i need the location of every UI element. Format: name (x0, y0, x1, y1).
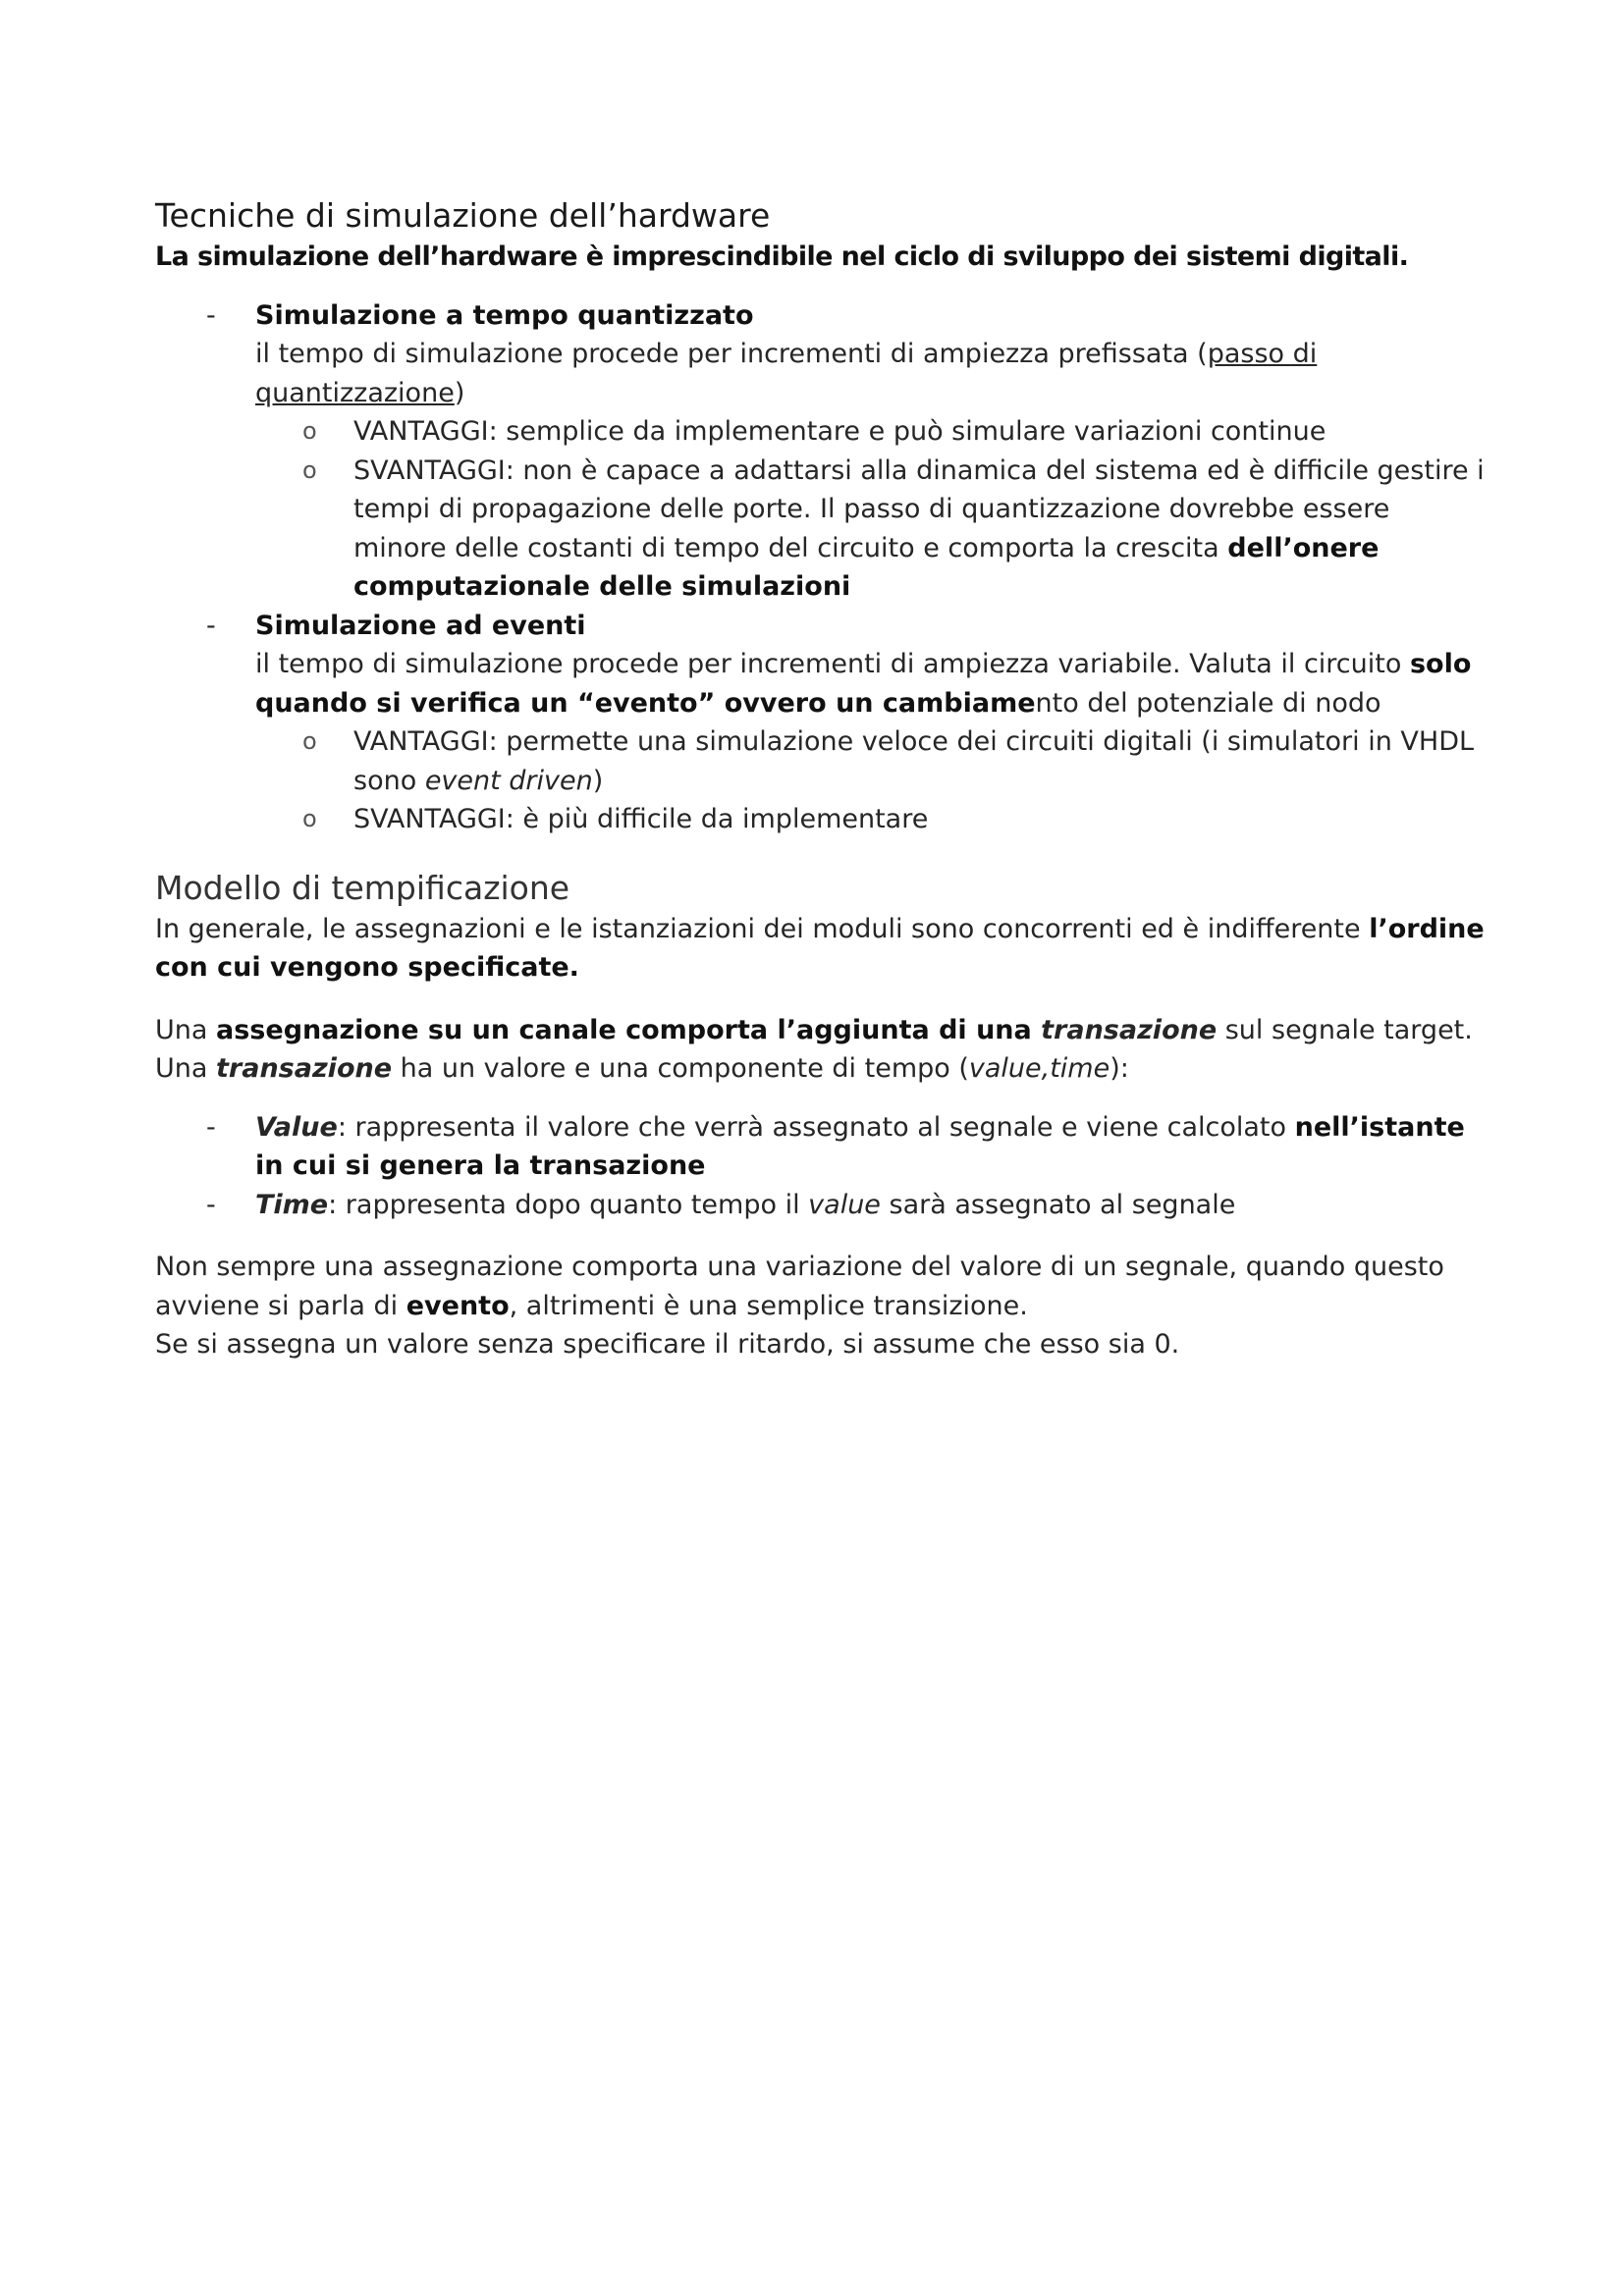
document-body (155, 194, 1490, 1364)
sublist-text: VANTAGGI: semplice da implementare e può simulare variazioni continue (353, 416, 1326, 447)
item-description (255, 335, 1490, 412)
sublist (255, 412, 1490, 607)
para-text: sul segnale target. (1217, 1014, 1473, 1045)
bold-italic-term: transazione (216, 1053, 393, 1084)
desc-bold-text: solo quando si verifica un “evento” ovvero un cambiame (255, 649, 1472, 719)
circle-marker: o (302, 417, 317, 445)
circle-marker: o (302, 455, 317, 484)
circle-marker: o (302, 727, 317, 755)
para-text: Non sempre una assegnazione comporta una variazione del valore di un segnale, quando questo avviene si parla di (155, 1252, 1444, 1321)
page-title: Tecniche di simulazione dell’hardware (155, 196, 771, 235)
desc-text-end: nto del potenziale di nodo (1035, 687, 1381, 719)
sublist-bold-text: dell’onere computazionale delle simulazioni (353, 532, 1380, 602)
para-text: Una (155, 1053, 217, 1084)
sublist-item (255, 800, 1490, 839)
circle-marker: o (302, 805, 317, 832)
item-description (255, 645, 1490, 722)
bold-italic-term: transazione (1041, 1014, 1218, 1045)
section-paragraph-3 (155, 1248, 1490, 1364)
sublist-item (255, 452, 1490, 607)
list-item-quantized (155, 296, 1490, 607)
sublist-text: SVANTAGGI: non è capace a adattarsi alla dinamica del sistema ed è difficile gestire i tempi di propagazione delle porte. Il passo di quantizzazione dovrebbe essere minore delle costanti di tempo del circuito e comporta la crescita (353, 454, 1485, 563)
sublist (255, 722, 1490, 839)
desc-text: il tempo di simulazione procede per incrementi di ampiezza variabile. Valuta il circuito (255, 649, 1410, 679)
dash-marker: - (206, 299, 216, 331)
transaction-list (155, 1108, 1490, 1225)
para-text: , altrimenti è una semplice transizione. (509, 1290, 1028, 1321)
sublist-text: VANTAGGI: permette una simulazione veloce dei circuiti digitali (i simulatori in VHDL sono (353, 726, 1475, 796)
sublist-item (255, 722, 1490, 800)
italic-term: value,time (968, 1053, 1110, 1084)
para-text: ha un valore e una componente di tempo ( (392, 1053, 969, 1084)
para-bold-text: evento (406, 1290, 510, 1321)
dash-marker: - (206, 1189, 216, 1220)
sublist-text-end: ) (592, 765, 604, 796)
list-item-time (155, 1186, 1490, 1225)
sublist-text: SVANTAGGI: è più difficile da implementare (353, 804, 929, 834)
simulation-types-list (155, 296, 1490, 839)
item-bold-text: nell’istante in cui si genera la transazione (255, 1111, 1465, 1181)
section-title: Modello di tempificazione (155, 868, 570, 907)
intro-paragraph: La simulazione dell’hardware è imprescindibile nel ciclo di sviluppo dei sistemi digitali. (155, 241, 1409, 272)
sublist-item (255, 412, 1490, 452)
desc-text-end: ) (454, 377, 465, 408)
para-text: Se si assegna un valore senza specificare il ritardo, si assume che esso sia 0. (155, 1329, 1180, 1360)
italic-term: value (808, 1189, 881, 1220)
dash-marker: - (206, 610, 216, 641)
section-paragraph-1 (155, 910, 1490, 988)
para-text: In generale, le assegnazioni e le istanziazioni dei moduli sono concorrenti ed è indifferente (155, 913, 1370, 944)
desc-text: il tempo di simulazione procede per incrementi di ampiezza prefissata ( (255, 339, 1208, 369)
item-text: : rappresenta dopo quanto tempo il (328, 1189, 809, 1220)
list-item-events (155, 607, 1490, 839)
para-bold-text: l’ordine con cui vengono specificate. (155, 913, 1485, 983)
para-bold-text: assegnazione su un canale comporta l’aggiunta di una (216, 1014, 1042, 1045)
dash-marker: - (206, 1111, 216, 1143)
section-paragraph-2 (155, 1011, 1490, 1089)
bold-italic-term: Value (255, 1111, 338, 1143)
para-text: ): (1110, 1053, 1129, 1084)
para-text: Una (155, 1014, 217, 1045)
italic-term: event driven (424, 765, 593, 796)
item-text-end: sarà assegnato al segnale (880, 1189, 1236, 1220)
item-heading: Simulazione a tempo quantizzato (255, 299, 754, 331)
underlined-term: passo di quantizzazione (255, 339, 1318, 408)
item-text: : rappresenta il valore che verrà assegnato al segnale e viene calcolato (337, 1111, 1295, 1143)
bold-italic-term: Time (255, 1189, 329, 1220)
list-item-value (155, 1108, 1490, 1186)
item-heading: Simulazione ad eventi (255, 610, 586, 641)
